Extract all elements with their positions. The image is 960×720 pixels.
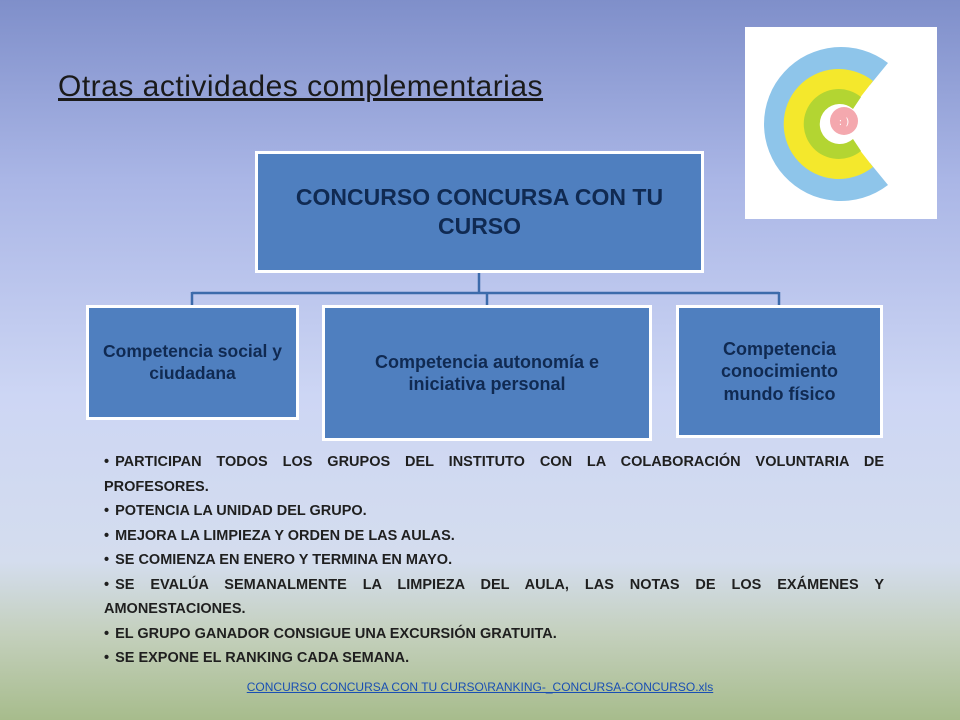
ranking-file-link[interactable]: CONCURSO CONCURSA CON TU CURSO\RANKING-_CONCURSA-CONCURSO.xls <box>246 680 714 694</box>
bullet-list <box>104 450 884 671</box>
bullet-item: • MEJORA LA LIMPIEZA Y ORDEN DE LAS AULAS. <box>104 524 884 549</box>
diagram-child-mundo-fisico: Competencia conocimiento mundo físico <box>676 305 883 438</box>
diagram-child-social: Competencia social y ciudadana <box>86 305 299 420</box>
bullet-item: • SE COMIENZA EN ENERO Y TERMINA EN MAYO. <box>104 548 884 573</box>
bullet-item: • EL GRUPO GANADOR CONSIGUE UNA EXCURSIÓN GRATUITA. <box>104 622 884 647</box>
bullet-item: • PARTICIPAN TODOS LOS GRUPOS DEL INSTITUTO CON LA COLABORACIÓN VOLUNTARIA DE PROFESORES. <box>104 450 884 499</box>
slide-title: Otras actividades complementarias <box>58 70 544 103</box>
logo-face-label: : ) <box>838 117 850 128</box>
bullet-item: • POTENCIA LA UNIDAD DEL GRUPO. <box>104 499 884 524</box>
diagram-child-autonomia: Competencia autonomía e iniciativa personal <box>322 305 652 441</box>
bullet-item: • SE EVALÚA SEMANALMENTE LA LIMPIEZA DEL AULA, LAS NOTAS DE LOS EXÁMENES Y AMONESTACIONES. <box>104 573 884 622</box>
diagram-root-box: CONCURSO CONCURSA CON TU CURSO <box>255 151 704 273</box>
bullet-item: • SE EXPONE EL RANKING CADA SEMANA. <box>104 646 884 671</box>
